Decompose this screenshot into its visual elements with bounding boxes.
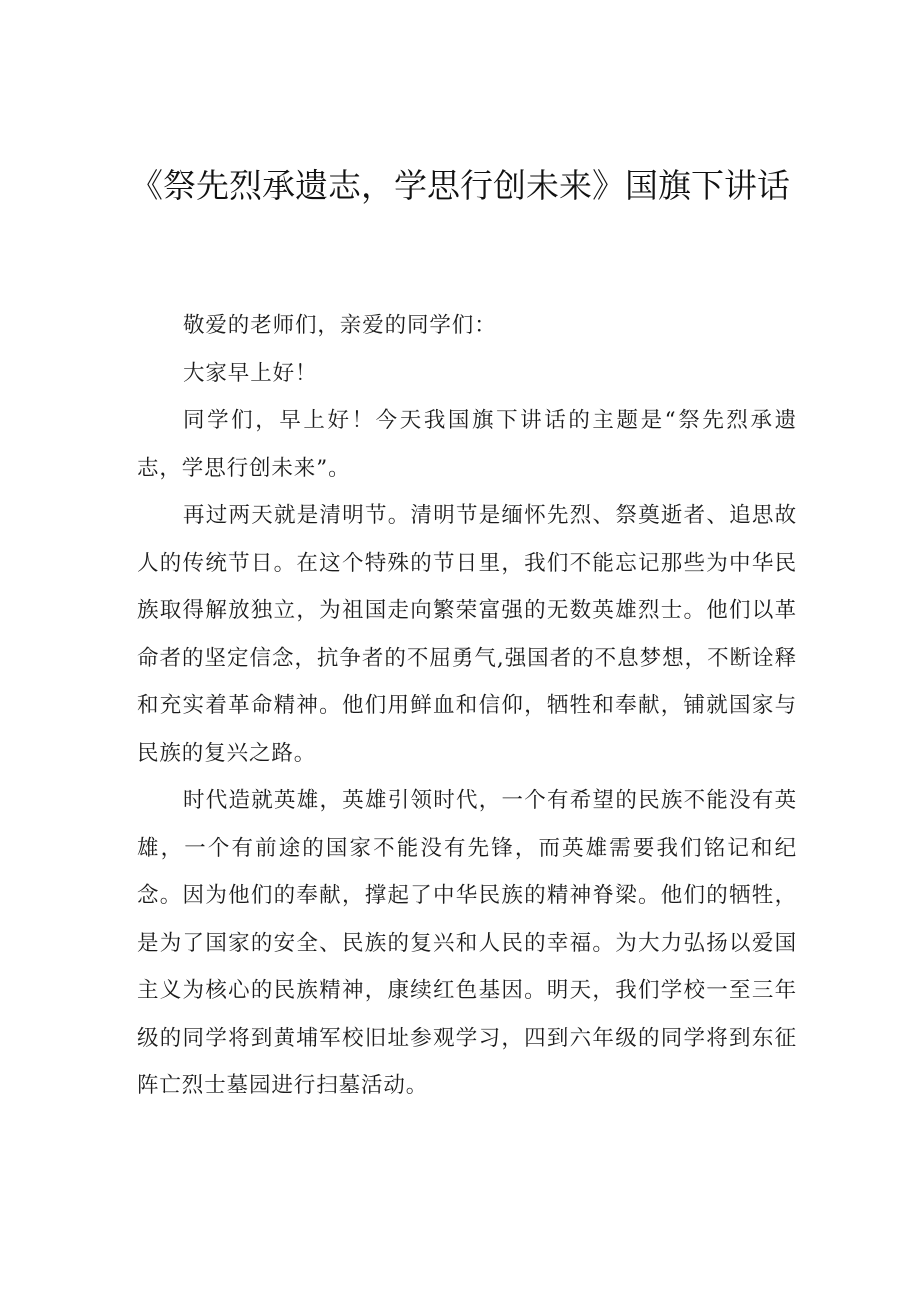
heroes-paragraph: 时代造就英雄，英雄引领时代，一个有希望的民族不能没有英雄，一个有前途的国家不能没有先锋，而英雄需要我们铭记和纪念。因为他们的奉献，撑起了中华民族的精神脊梁。他们的牺牲，是为了国家的安全、民族的复兴和人民的幸福。为大力弘扬以爱国主义为核心的民族精神，康续红色基因。明天，我们学校一至三年级的同学将到黄埔军校旧址参观学习，四到六年级的同学将到东征阵亡烈士墓园进行扫墓活动。 <box>137 788 797 1098</box>
document-title: 《祭先烈承遗志，学思行创未来》国旗下讲话 <box>130 166 790 205</box>
theme-paragraph: 同学们，早上好！今天我国旗下讲话的主题是“祭先烈承遗志，学思行创未来”。 <box>137 408 797 481</box>
qingming-paragraph: 再过两天就是清明节。清明节是缅怀先烈、祭奠逝者、追思故人的传统节日。在这个特殊的节日里，我们不能忘记那些为中华民族取得解放独立，为祖国走向繁荣富强的无数英雄烈士。他们以革命者的坚定信念，抗争者的不屈勇气,强国者的不息梦想，不断诠释和充实着革命精神。他们用鲜血和信仰，牺牲和奉献，铺就国家与民族的复兴之路。 <box>137 503 797 766</box>
greeting-paragraph: 大家早上好！ <box>183 360 318 386</box>
document-body <box>137 302 797 1110</box>
salutation-paragraph: 敬爱的老师们，亲爱的同学们： <box>183 313 497 338</box>
